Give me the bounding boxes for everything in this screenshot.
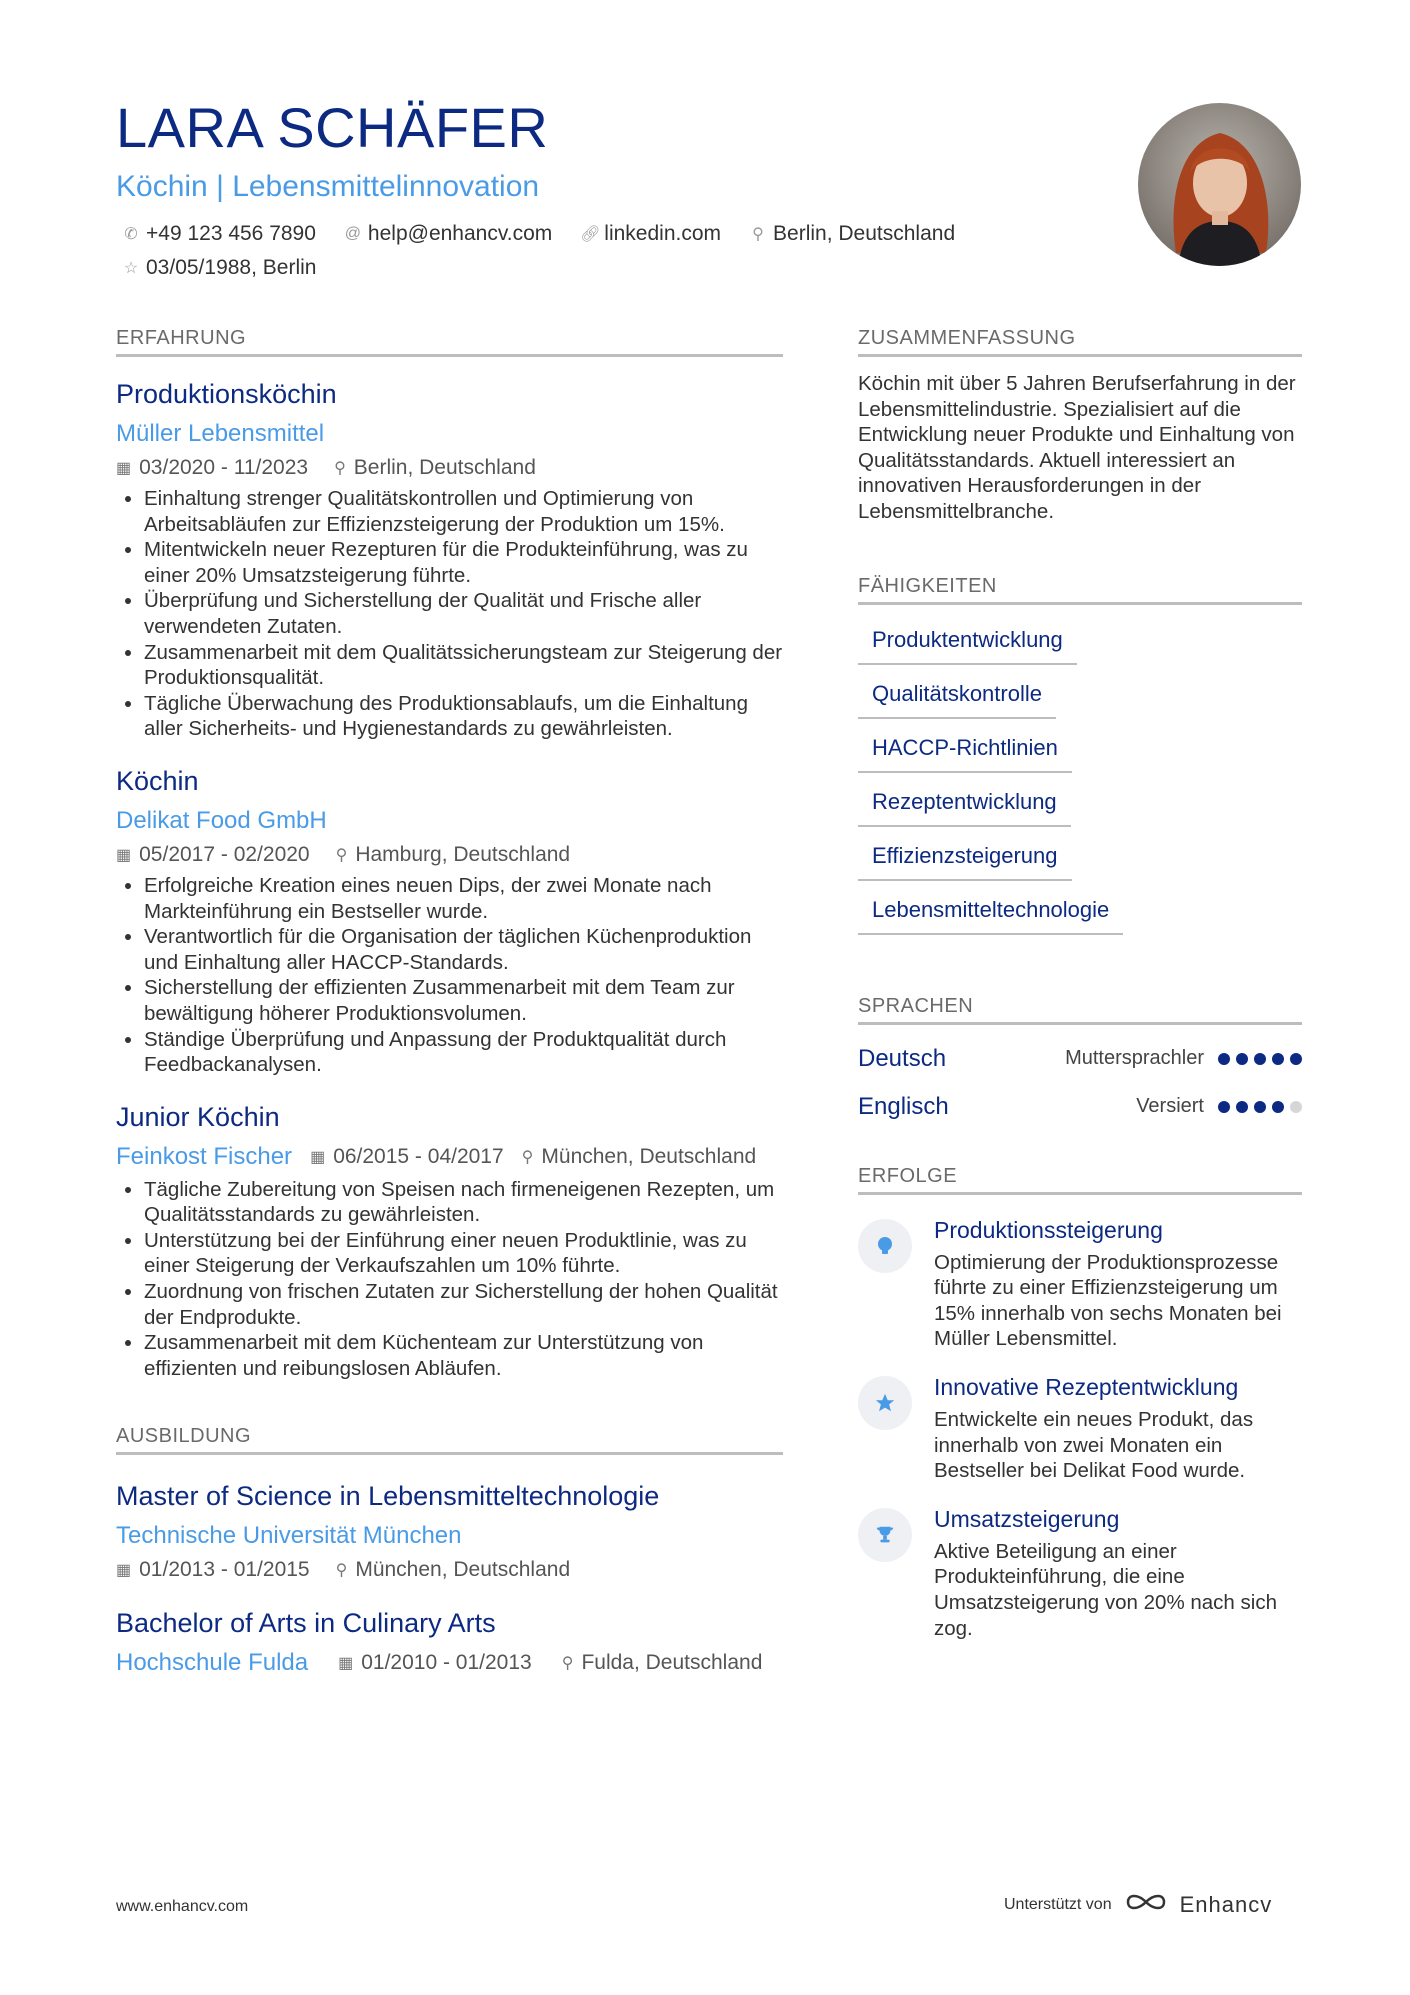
bullet-item: • Zusammenarbeit mit dem Küchenteam zur Unterstützung von effizienten und reibungslosen Abläufen. [144, 1330, 783, 1381]
bullet-item: • Mitentwickeln neuer Rezepturen für die Produkteinführung, was zu einer 20% Umsatzsteigerung führte. [144, 537, 783, 588]
rating-dot [1236, 1053, 1248, 1065]
education-location: Fulda, Deutschland [581, 1651, 763, 1675]
achievements-section-title: ERFOLGE [858, 1165, 1302, 1195]
job-dates: 03/2020 - 11/2023 [139, 456, 309, 479]
lightbulb-icon [858, 1219, 912, 1273]
avatar [1138, 103, 1301, 266]
language-name: Englisch [858, 1092, 949, 1120]
enhancv-logo-icon [1124, 1890, 1168, 1919]
job-location: Hamburg, Deutschland [355, 842, 571, 866]
job-location: München, Deutschland [541, 1144, 757, 1168]
language-level: Muttersprachler [1065, 1047, 1204, 1070]
education-entry [116, 1608, 783, 1677]
linkedin-text[interactable]: linkedin.com [604, 222, 722, 245]
education-meta [116, 1649, 783, 1677]
languages-section-title: SPRACHEN [858, 995, 1302, 1025]
powered-by-text: Unterstützt von [1004, 1895, 1112, 1913]
skill-tag: Lebensmitteltechnologie [858, 891, 1123, 935]
skill-tag: Rezeptentwicklung [858, 783, 1071, 827]
language-row [858, 1045, 1302, 1073]
location-pin-icon: ⚲ [334, 460, 346, 477]
job-bullets [116, 1177, 783, 1382]
achievement-item [858, 1373, 1302, 1484]
job-entry [116, 379, 783, 742]
job-title: Produktionsköchin [116, 379, 337, 409]
footer-website[interactable]: www.enhancv.com [116, 1898, 249, 1915]
birth-item [122, 256, 316, 280]
brand-name: Enhancv [1179, 1891, 1273, 1917]
email-item[interactable] [344, 222, 552, 246]
link-icon: 🔗︎ [580, 226, 601, 243]
achievement-text: Entwickelte ein neues Produkt, das innerhalb von zwei Monaten ein Bestseller bei Delikat Food wurde. [934, 1407, 1254, 1483]
company-name: Feinkost Fischer [116, 1142, 293, 1170]
experience-section-title: ERFAHRUNG [116, 327, 783, 357]
bullet-item: • Tägliche Zubereitung von Speisen nach firmeneigenen Rezepten, um Qualitätsstandards zu gewährleisten. [144, 1177, 783, 1228]
location-pin-icon: ⚲ [752, 226, 764, 243]
phone-item [122, 222, 316, 246]
skill-tag: Produktentwicklung [858, 621, 1077, 665]
location-pin-icon: ⚲ [561, 1655, 574, 1673]
email-text[interactable]: help@enhancv.com [367, 222, 553, 245]
bullet-item: • Zusammenarbeit mit dem Qualitätssicherungsteam zur Steigerung der Produktionsqualität. [144, 640, 783, 691]
left-column [116, 327, 783, 1677]
job-dates: 06/2015 - 04/2017 [333, 1144, 504, 1168]
footer-brand [1004, 1890, 1272, 1919]
job-meta [116, 456, 783, 480]
summary-section-title: ZUSAMMENFASSUNG [858, 327, 1302, 357]
achievement-title: Produktionssteigerung [934, 1216, 1163, 1243]
candidate-name: LARA SCHÄFER [116, 96, 549, 159]
bullet-item: • Tägliche Überwachung des Produktionsablaufs, um die Einhaltung aller Sicherheits- und Hygienestandards zu gewährleisten. [144, 691, 783, 742]
headline: Köchin | Lebensmittelinnovation [116, 170, 540, 203]
school-name: Hochschule Fulda [116, 1649, 309, 1677]
job-entry [116, 766, 783, 1078]
achievement-title: Innovative Rezeptentwicklung [934, 1373, 1239, 1400]
job-dates: 05/2017 - 02/2020 [139, 842, 310, 866]
at-icon: @ [344, 225, 362, 242]
language-level: Versiert [1136, 1095, 1204, 1118]
job-title: Köchin [116, 765, 199, 796]
location-pin-icon: ⚲ [521, 1148, 534, 1166]
trophy-icon [858, 1508, 912, 1562]
education-dates: 01/2010 - 01/2013 [361, 1651, 532, 1675]
rating-dot [1272, 1101, 1284, 1113]
bullet-item: • Erfolgreiche Kreation eines neuen Dips, der zwei Monate nach Markteinführung ein Bestseller wurde. [144, 873, 783, 924]
calendar-icon: ▦ [116, 1562, 132, 1580]
calendar-icon: ▦ [116, 460, 132, 477]
job-location: Berlin, Deutschland [353, 456, 536, 479]
language-row [858, 1093, 1302, 1121]
bullet-item: • Unterstützung bei der Einführung einer neuen Produktlinie, was zu einer Steigerung der Verkaufszahlen um 10% führte. [144, 1228, 783, 1279]
skill-tag: HACCP-Richtlinien [858, 729, 1072, 773]
job-title: Junior Köchin [116, 1101, 280, 1132]
job-bullets [116, 873, 783, 1078]
contact-info [122, 222, 1022, 290]
location-pin-icon: ⚲ [335, 1562, 348, 1580]
rating-dot [1272, 1053, 1284, 1065]
location-pin-icon: ⚲ [335, 846, 348, 864]
language-name: Deutsch [858, 1044, 947, 1072]
skills-section-title: FÄHIGKEITEN [858, 575, 1302, 605]
achievement-title: Umsatzsteigerung [934, 1505, 1120, 1532]
bullet-item: • Einhaltung strenger Qualitätskontrollen und Optimierung von Arbeitsabläufen zur Effizienzsteigerung der Produktion um 15%. [144, 486, 783, 537]
job-meta [116, 1143, 783, 1171]
skill-tag: Qualitätskontrolle [858, 675, 1056, 719]
bullet-item: • Zuordnung von frischen Zutaten zur Sicherstellung der hohen Qualität der Endprodukte. [144, 1279, 783, 1330]
rating-dot [1236, 1101, 1248, 1113]
calendar-icon: ▦ [116, 846, 132, 864]
profile-photo [1138, 103, 1301, 266]
star-icon [858, 1376, 912, 1430]
rating-dot [1218, 1101, 1230, 1113]
job-meta [116, 843, 783, 867]
rating-dot [1290, 1053, 1302, 1065]
rating-dot [1254, 1053, 1266, 1065]
company-name: Delikat Food GmbH [116, 806, 327, 834]
bullet-item: • Sicherstellung der effizienten Zusammenarbeit mit dem Team zur bewältigung höherer Produktionsvolumen. [144, 975, 783, 1026]
school-name: Technische Universität München [116, 1522, 462, 1550]
calendar-icon: ▦ [310, 1148, 326, 1166]
company-name: Müller Lebensmittel [116, 420, 325, 447]
education-meta [116, 1558, 783, 1582]
achievement-item [858, 1216, 1302, 1352]
degree-title: Master of Science in Lebensmitteltechnologie [116, 1481, 660, 1512]
education-entry [116, 1481, 783, 1582]
linkedin-item[interactable] [580, 222, 721, 246]
language-rating [1218, 1053, 1302, 1065]
skill-tag: Effizienzsteigerung [858, 837, 1072, 881]
degree-title: Bachelor of Arts in Culinary Arts [116, 1608, 496, 1639]
rating-dot [1218, 1053, 1230, 1065]
summary-text: Köchin mit über 5 Jahren Berufserfahrung in der Lebensmittelindustrie. Spezialisiert auf die Entwicklung neuer Produkte und Einhaltung von Qualitätsstandards. Aktuell interessiert an innovativen Herausforderungen in der Lebensmittelbranche. [858, 372, 1296, 523]
education-dates: 01/2013 - 01/2015 [139, 1558, 310, 1582]
phone-icon: ✆ [124, 226, 138, 243]
job-bullets [116, 486, 783, 742]
rating-dot [1290, 1101, 1302, 1113]
rating-dot [1254, 1101, 1266, 1113]
education-section-title: AUSBILDUNG [116, 1425, 783, 1455]
location-item [749, 222, 955, 246]
right-column [858, 327, 1302, 1641]
achievement-item [858, 1505, 1302, 1641]
education-location: München, Deutschland [355, 1558, 571, 1582]
job-entry [116, 1102, 783, 1382]
star-outline-icon: ☆ [123, 260, 139, 277]
birth-text: 03/05/1988, Berlin [146, 256, 317, 279]
language-rating [1218, 1101, 1302, 1113]
bullet-item: • Ständige Überprüfung und Anpassung der Produktqualität durch Feedbackanalysen. [144, 1027, 783, 1078]
skills-list [858, 621, 1302, 945]
bullet-item: • Verantwortlich für die Organisation der täglichen Küchenproduktion und Einhaltung aller HACCP-Standards. [144, 924, 783, 975]
phone-text: +49 123 456 7890 [146, 222, 316, 245]
calendar-icon: ▦ [338, 1655, 354, 1673]
achievement-text: Aktive Beteiligung an einer Produkteinführung, die eine Umsatzsteigerung von 20% nach sich zog. [934, 1539, 1277, 1640]
location-text: Berlin, Deutschland [773, 222, 956, 245]
bullet-item: • Überprüfung und Sicherstellung der Qualität und Frische aller verwendeten Zutaten. [144, 588, 783, 639]
achievement-text: Optimierung der Produktionsprozesse führte zu einer Effizienzsteigerung um 15% innerhalb von sechs Monaten bei Müller Lebensmittel. [934, 1250, 1282, 1351]
